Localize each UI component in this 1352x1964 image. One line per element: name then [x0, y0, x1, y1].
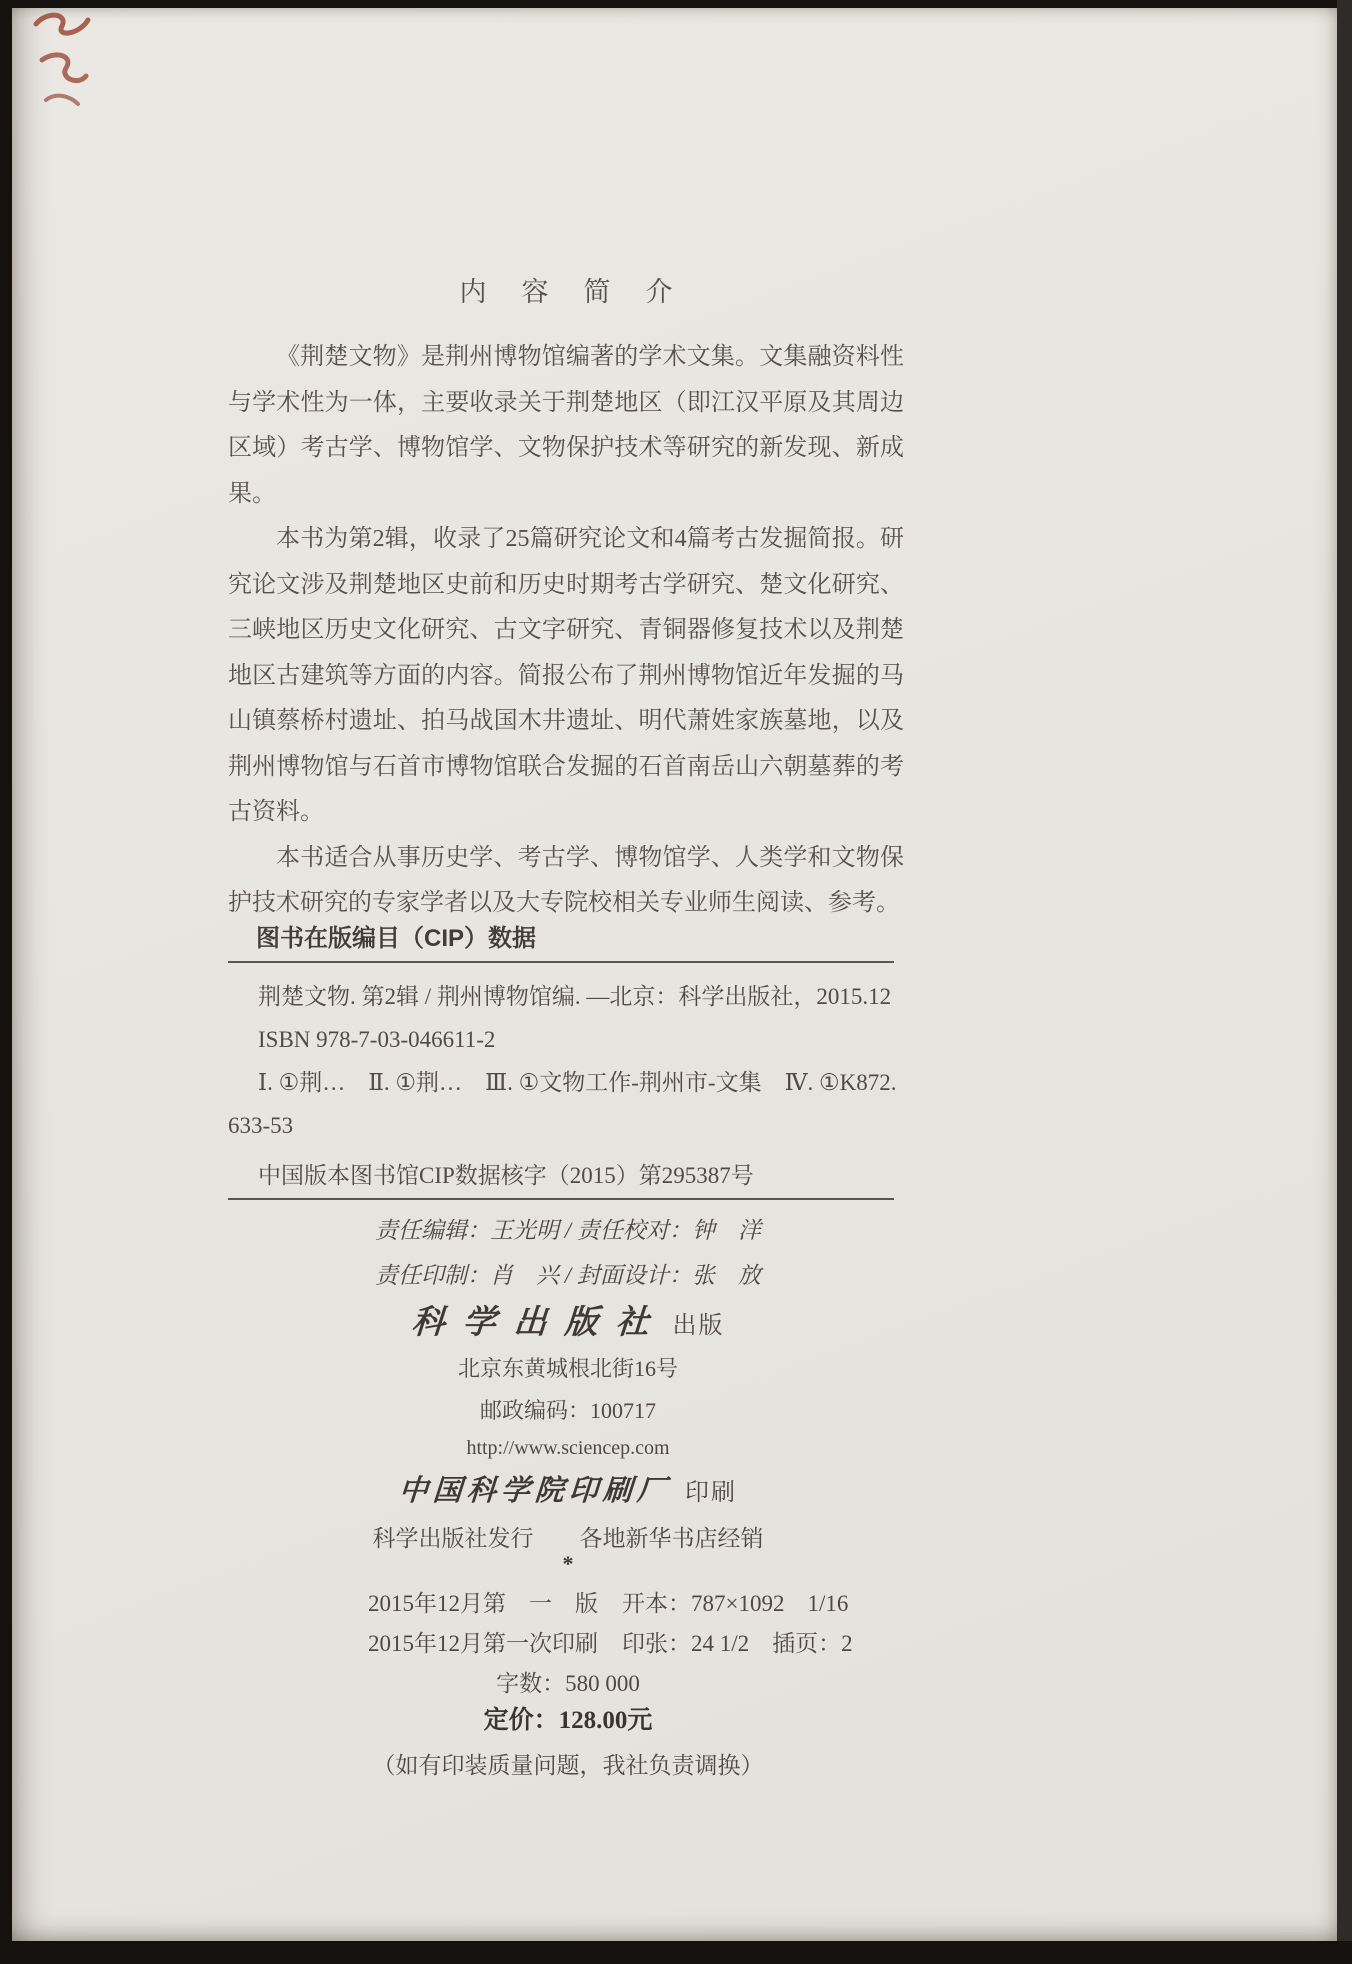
edition-row-2 — [228, 1625, 908, 1665]
printer-name-logotype: 中国科学院印刷厂 — [397, 1475, 672, 1507]
printer-role-label: 印刷 — [685, 1480, 737, 1506]
price-line: 定价：128.00元 — [483, 1707, 653, 1734]
publisher-address: 北京东黄城根北街16号 — [457, 1356, 678, 1381]
publisher-name-logotype: 科学出版社 — [409, 1305, 668, 1341]
scan-border-top — [0, 0, 1352, 8]
summary-paragraph: 本书为第2辑，收录了25篇研究论文和4篇考古发掘简报。研究论文涉及荆楚地区史前和历史时期考古学研究、楚文化研究、三峡地区历史文化研究、古文字研究、青铜器修复技术以及荆楚地区古建筑等方面的内容。简报公布了荆州博物馆近年发掘的马山镇蔡桥村遗址、拍马战国木井遗址、明代萧姓家族墓地，以及荆州博物馆与石首市博物馆联合发掘的石首南岳山六朝墓葬的考古资料。 — [228, 526, 904, 825]
edition-date: 2015年12月第 一 版 — [368, 1591, 598, 1616]
separator-asterisk: * — [562, 1551, 574, 1576]
staff-credits-line-1: 责任编辑：王光明 / 责任校对：钟 洋 — [375, 1218, 761, 1243]
publisher-url: http://www.sciencep.com — [466, 1437, 670, 1459]
distribution-line: 科学出版社发行 各地新华书店经销 — [372, 1526, 764, 1551]
book-page — [12, 8, 1337, 1941]
quality-note: （如有印装质量问题，我社负责调换） — [372, 1753, 764, 1778]
scan-border-right — [1337, 0, 1352, 1964]
word-count-line: 字数：580 000 — [496, 1671, 640, 1696]
scan-border-left — [0, 0, 12, 1964]
printer-line — [228, 1468, 908, 1509]
summary-paragraph: 本书适合从事历史学、考古学、博物馆学、人类学和文物保护技术研究的专家学者以及大专院校相关专业师生阅读、参考。 — [228, 844, 904, 916]
cip-isbn-line: ISBN 978-7-03-046611-2 — [258, 1027, 496, 1052]
cip-data-section — [228, 975, 898, 1197]
staff-credits-line-2: 责任印制：肖 兴 / 封面设计：张 放 — [375, 1263, 761, 1288]
cip-rule-bottom — [228, 1198, 894, 1200]
publisher-line — [228, 1296, 908, 1343]
staff-credits — [228, 1208, 908, 1298]
content-summary-section — [228, 335, 904, 927]
cip-classification-line: Ⅰ. ①荆… Ⅱ. ①荆… Ⅲ. ①文物工作-荆州市-文集 Ⅳ. ①K872. — [258, 1070, 897, 1095]
summary-paragraph: 《荆楚文物》是荆州博物馆编著的学术文集。文集融资料性与学术性为一体，主要收录关于荆楚地区（即江汉平原及其周边区域）考古学、博物馆学、文物保护技术等研究的新发现、新成果。 — [228, 344, 904, 507]
print-date: 2015年12月第一次印刷 — [368, 1631, 598, 1656]
section-title: 内 容 简 介 — [459, 277, 677, 307]
cip-registry-line: 中国版本图书馆CIP数据核字（2015）第295387号 — [258, 1163, 754, 1188]
edition-row-1 — [228, 1585, 908, 1625]
cip-record-line: 荆楚文物. 第2辑 / 荆州博物馆编. —北京：科学出版社，2015.12 — [258, 984, 892, 1009]
red-pen-marks — [28, 8, 118, 128]
sheet-count: 印张：24 1/2 插页：2 — [622, 1631, 853, 1656]
publisher-postcode: 邮政编码：100717 — [479, 1398, 656, 1423]
scan-border-bottom — [0, 1941, 1352, 1964]
cip-classification-continuation: 633-53 — [228, 1113, 294, 1138]
cip-rule-top — [228, 961, 894, 963]
publisher-role-label: 出版 — [672, 1313, 725, 1339]
edition-format: 开本：787×1092 1/16 — [622, 1591, 849, 1616]
cip-heading: 图书在版编目（CIP）数据 — [256, 925, 537, 952]
